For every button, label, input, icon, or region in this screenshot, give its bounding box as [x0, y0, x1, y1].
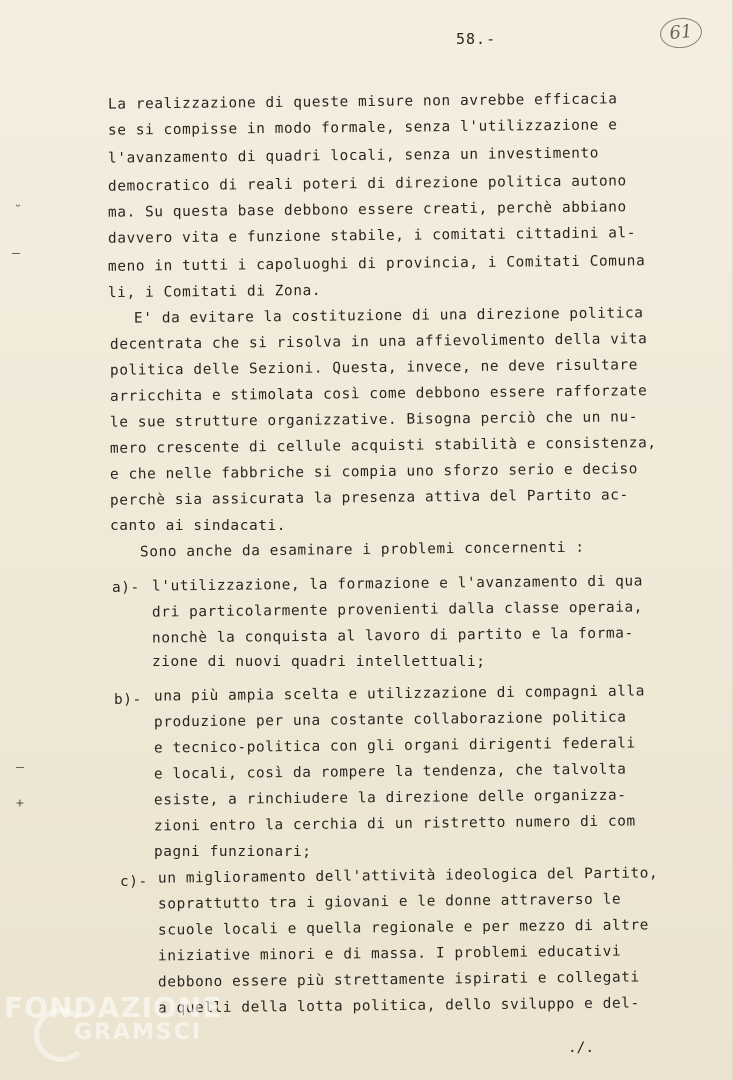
text-line: a quelli della lotta politica, dello sviluppo e del-	[157, 995, 640, 1017]
text-line: davvero vita e funzione stabile, i comitati cittadini al-	[107, 225, 637, 247]
text-line: l'avanzamento di quadri locali, senza un investimento	[107, 145, 600, 167]
margin-tick-mark: —	[16, 760, 24, 775]
text-line: mero crescente di cellule acquisti stabilità e consistenza,	[109, 435, 657, 457]
text-line: iniziative minori e di massa. I problemi educativi	[157, 943, 622, 965]
list-label: c)-	[120, 874, 148, 890]
watermark-line-1: FONDAZIONE	[4, 991, 223, 1024]
continuation-mark: ./.	[568, 1040, 594, 1056]
text-line: democratico di reali poteri di direzione politica autono	[107, 173, 627, 195]
text-line: se si compisse in modo formale, senza l'utilizzazione e	[107, 117, 618, 139]
text-line: l'utilizzazione, la formazione e l'avanzamento di qua	[151, 573, 644, 595]
text-line: esiste, a rinchiudere la direzione delle organizza-	[153, 787, 627, 809]
text-line: produzione per una costante collaborazione politica	[153, 709, 627, 731]
text-line: zioni entro la cerchia di un ristretto numero di com	[153, 813, 636, 835]
watermark-line-2: GRAMSCI	[74, 1020, 203, 1045]
text-line: debbono essere più strettamente ispirati e collegati	[157, 969, 640, 991]
text-line: meno in tutti i capoluoghi di provincia, i Comitati Comuna	[107, 253, 646, 275]
text-line: pagni funzionari;	[154, 844, 312, 860]
text-line: ma. Su questa base debbono essere creati, perchè abbiano	[107, 199, 627, 221]
text-line: le sue strutture organizzative. Bisogna perciò che un nu-	[109, 409, 639, 431]
text-line: dri particolarmente provenienti dalla classe operaia,	[151, 599, 644, 621]
list-label: b)-	[114, 692, 142, 708]
margin-tick-mark: —	[12, 246, 20, 261]
margin-tick-mark: ˘	[14, 204, 22, 219]
text-line: li, i Comitati di Zona.	[107, 282, 322, 302]
text-line: arricchita e stimolata così come debbono essere rafforzate	[109, 383, 648, 405]
text-line: E' da evitare la costituzione di una direzione politica	[133, 305, 644, 327]
margin-tick-mark: +	[16, 796, 24, 811]
text-line: canto ai sindacati.	[110, 518, 287, 534]
text-line: zione di nuovi quadri intellettuali;	[152, 654, 486, 670]
folio-number-circle: 61	[659, 16, 704, 50]
text-line: un miglioramento dell'attività ideologica del Partito,	[157, 865, 659, 887]
text-line: una più ampia scelta e utilizzazione di compagni alla	[153, 683, 646, 705]
text-line: politica delle Sezioni. Questa, invece, ne deve risultare	[109, 357, 639, 379]
text-line: scuole locali e quella regionale e per mezzo di altre	[157, 917, 650, 939]
text-line: Sono anche da esaminare i problemi concernenti :	[139, 539, 585, 561]
text-line: nonchè la conquista al lavoro di partito e la forma-	[151, 625, 634, 647]
text-line: La realizzazione di queste misure non avrebbe efficacia	[107, 91, 618, 113]
page-number: 58.-	[456, 30, 497, 48]
text-line: e tecnico-politica con gli organi dirigenti federali	[153, 735, 636, 757]
text-line: e locali, così da rompere la tendenza, che talvolta	[153, 761, 627, 783]
list-label: a)-	[112, 580, 140, 596]
text-line: decentrata che si risolva in una affievolimento della vita	[109, 331, 648, 353]
text-line: soprattutto tra i giovani e le donne attraverso le	[157, 891, 622, 913]
text-line: e che nelle fabbriche si compia uno sforzo serio e deciso	[109, 461, 639, 483]
text-line: perchè sia assicurata la presenza attiva del Partito ac-	[109, 487, 629, 509]
